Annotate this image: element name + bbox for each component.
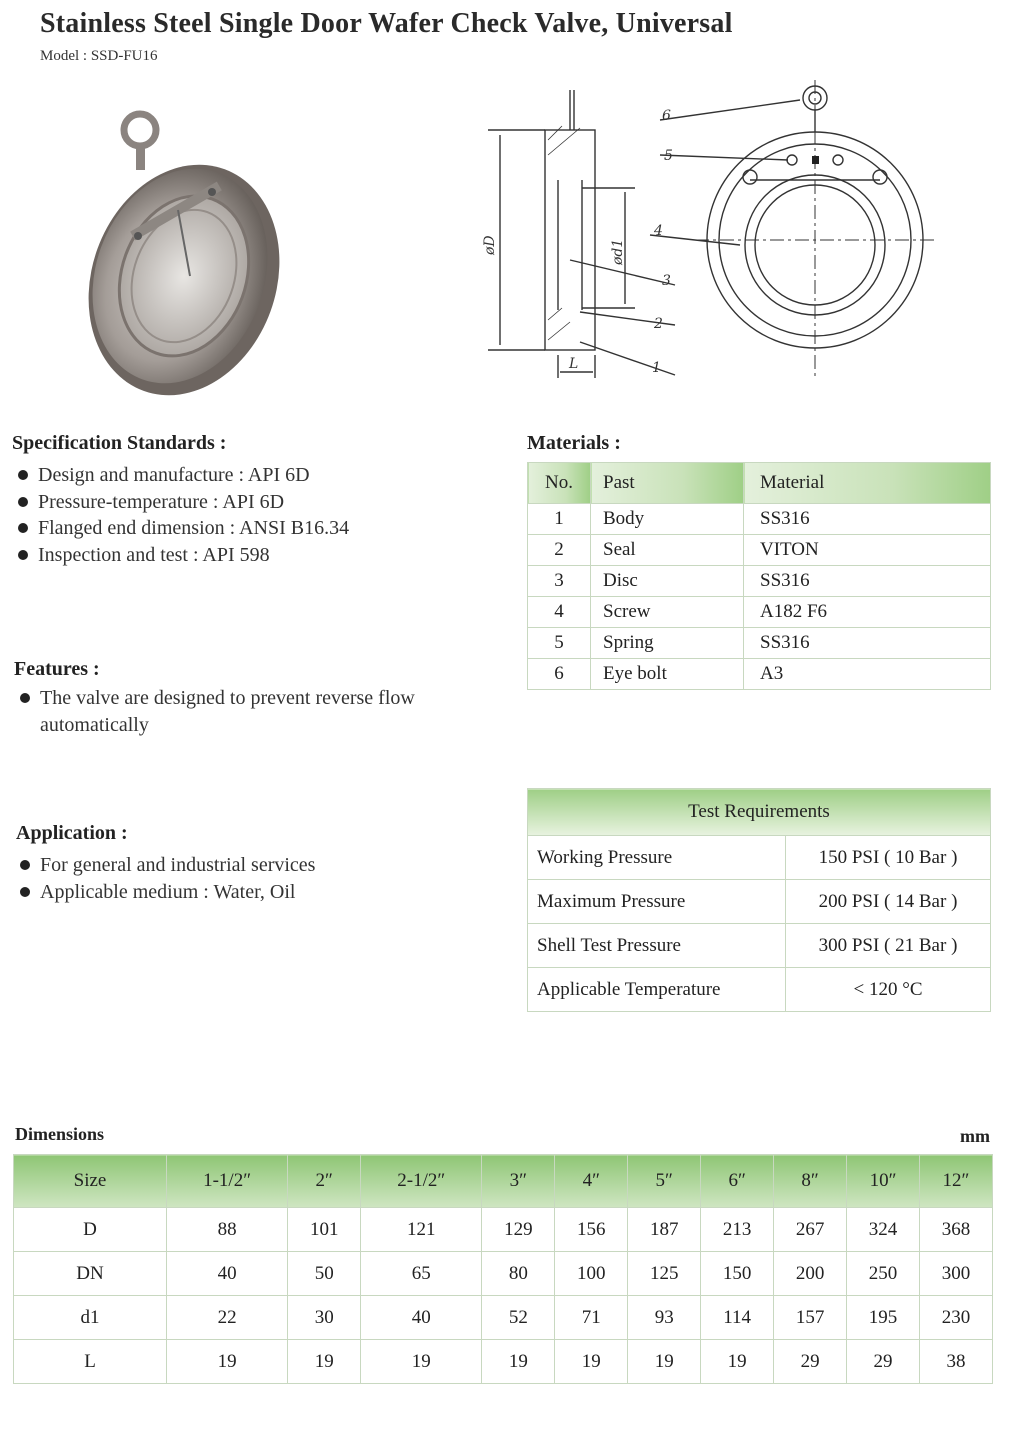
cell: 200 PSI ( 14 Bar ): [786, 880, 991, 924]
dimensions-table: [13, 1154, 993, 1384]
cell: Maximum Pressure: [528, 880, 786, 924]
row-label: DN: [14, 1252, 167, 1296]
cell: Working Pressure: [528, 836, 786, 880]
cell: 121: [361, 1208, 482, 1252]
bullet-icon: [18, 497, 28, 507]
spec-list: [14, 462, 434, 568]
test-title: Test Requirements: [528, 789, 991, 836]
bullet-icon: [20, 887, 30, 897]
cell: 19: [555, 1340, 628, 1384]
cell: 125: [628, 1252, 701, 1296]
cell: 29: [847, 1340, 920, 1384]
valve-photo: [60, 100, 300, 400]
table-row: [528, 628, 991, 659]
cell: 50: [288, 1252, 361, 1296]
cell: 19: [167, 1340, 288, 1384]
col-header: 2″: [288, 1155, 361, 1208]
col-header: 12″: [920, 1155, 993, 1208]
table-row: [528, 880, 991, 924]
cell: Shell Test Pressure: [528, 924, 786, 968]
table-row: [528, 597, 991, 628]
table-header-row: [528, 789, 991, 836]
cell: 324: [847, 1208, 920, 1252]
list-item: Inspection and test : API 598: [14, 542, 434, 569]
cell: 300: [920, 1252, 993, 1296]
list-item: Pressure-temperature : API 6D: [14, 489, 434, 516]
cell: 29: [774, 1340, 847, 1384]
list-item: Design and manufacture : API 6D: [14, 462, 434, 489]
cell: 19: [701, 1340, 774, 1384]
col-header: 10″: [847, 1155, 920, 1208]
cell: 213: [701, 1208, 774, 1252]
page-title: Stainless Steel Single Door Wafer Check Valve, Universal: [40, 8, 733, 39]
table-row: [14, 1340, 993, 1384]
list-item: For general and industrial services: [16, 852, 416, 879]
row-label: L: [14, 1340, 167, 1384]
cell: < 120 °C: [786, 968, 991, 1012]
bullet-icon: [18, 470, 28, 480]
cell: 150: [701, 1252, 774, 1296]
callout-2: 2: [654, 316, 663, 332]
dim-d-label: øD: [482, 235, 498, 255]
features-title: Features :: [14, 658, 100, 680]
cell: 230: [920, 1296, 993, 1340]
cell: 2: [528, 535, 591, 566]
cell: 19: [361, 1340, 482, 1384]
features-list: [16, 685, 416, 738]
dimensions-title: Dimensions: [15, 1124, 105, 1144]
cell: Applicable Temperature: [528, 968, 786, 1012]
application-title: Application :: [16, 822, 128, 844]
table-header-row: [14, 1155, 993, 1208]
cell: Screw: [591, 597, 744, 628]
cell: 19: [288, 1340, 361, 1384]
col-header: 5″: [628, 1155, 701, 1208]
cell: Seal: [591, 535, 744, 566]
cell: 114: [701, 1296, 774, 1340]
cell: A3: [744, 659, 991, 690]
list-item: The valve are designed to prevent reverse flow automatically: [16, 685, 416, 738]
callout-5: 5: [664, 148, 673, 164]
cell: 4: [528, 597, 591, 628]
cell: 80: [482, 1252, 555, 1296]
cell: 156: [555, 1208, 628, 1252]
spec-title: Specification Standards :: [12, 432, 227, 454]
col-header: 2-1/2″: [361, 1155, 482, 1208]
cell: SS316: [744, 628, 991, 659]
bullet-icon: [20, 860, 30, 870]
technical-drawing: [470, 80, 990, 390]
cell: 150 PSI ( 10 Bar ): [786, 836, 991, 880]
callout-6: 6: [662, 108, 671, 124]
table-row: [528, 968, 991, 1012]
cell: 100: [555, 1252, 628, 1296]
list-item: Applicable medium : Water, Oil: [16, 879, 416, 906]
cell: SS316: [744, 504, 991, 535]
table-row: [528, 566, 991, 597]
table-row: [528, 659, 991, 690]
cell: 71: [555, 1296, 628, 1340]
cell: 52: [482, 1296, 555, 1340]
cell: 129: [482, 1208, 555, 1252]
cell: 19: [628, 1340, 701, 1384]
cell: 187: [628, 1208, 701, 1252]
col-header: 1-1/2″: [167, 1155, 288, 1208]
table-row: [14, 1296, 993, 1340]
dimensions-unit: mm: [960, 1126, 990, 1146]
cell: Spring: [591, 628, 744, 659]
dim-d1-label: ød1: [610, 238, 626, 265]
table-row: [14, 1252, 993, 1296]
bullet-icon: [20, 693, 30, 703]
cell: 1: [528, 504, 591, 535]
table-row: [528, 924, 991, 968]
cell: 157: [774, 1296, 847, 1340]
model-number: Model : SSD-FU16: [40, 48, 158, 64]
col-header: 6″: [701, 1155, 774, 1208]
table-row: [528, 836, 991, 880]
callout-4: 4: [654, 223, 663, 239]
cell: SS316: [744, 566, 991, 597]
cell: 195: [847, 1296, 920, 1340]
col-size: Size: [14, 1155, 167, 1208]
cell: 101: [288, 1208, 361, 1252]
cell: 5: [528, 628, 591, 659]
cell: 3: [528, 566, 591, 597]
cell: 93: [628, 1296, 701, 1340]
test-requirements-table: [527, 788, 991, 1012]
table-row: [14, 1208, 993, 1252]
col-header: 4″: [555, 1155, 628, 1208]
bullet-icon: [18, 523, 28, 533]
cell: 19: [482, 1340, 555, 1384]
cell: 38: [920, 1340, 993, 1384]
cell: 368: [920, 1208, 993, 1252]
cell: 40: [167, 1252, 288, 1296]
callout-3: 3: [662, 273, 671, 289]
cell: 30: [288, 1296, 361, 1340]
table-row: [528, 535, 991, 566]
cell: 300 PSI ( 21 Bar ): [786, 924, 991, 968]
col-header: 3″: [482, 1155, 555, 1208]
cell: VITON: [744, 535, 991, 566]
cell: 6: [528, 659, 591, 690]
cell: 200: [774, 1252, 847, 1296]
bullet-icon: [18, 550, 28, 560]
col-material: Material: [744, 463, 991, 504]
cell: 40: [361, 1296, 482, 1340]
col-no: No.: [528, 463, 591, 504]
dim-l-label: L: [569, 356, 579, 372]
cell: 267: [774, 1208, 847, 1252]
materials-title: Materials :: [527, 432, 621, 454]
col-part: Past: [591, 463, 744, 504]
materials-table: [527, 462, 991, 690]
cell: A182 F6: [744, 597, 991, 628]
application-list: [16, 852, 416, 905]
list-item: Flanged end dimension : ANSI B16.34: [14, 515, 434, 542]
table-header-row: [528, 463, 991, 504]
cell: Body: [591, 504, 744, 535]
table-row: [528, 504, 991, 535]
cell: 88: [167, 1208, 288, 1252]
cell: 250: [847, 1252, 920, 1296]
col-header: 8″: [774, 1155, 847, 1208]
cell: Eye bolt: [591, 659, 744, 690]
cell: Disc: [591, 566, 744, 597]
row-label: D: [14, 1208, 167, 1252]
callout-1: 1: [652, 360, 661, 376]
row-label: d1: [14, 1296, 167, 1340]
cell: 22: [167, 1296, 288, 1340]
cell: 65: [361, 1252, 482, 1296]
